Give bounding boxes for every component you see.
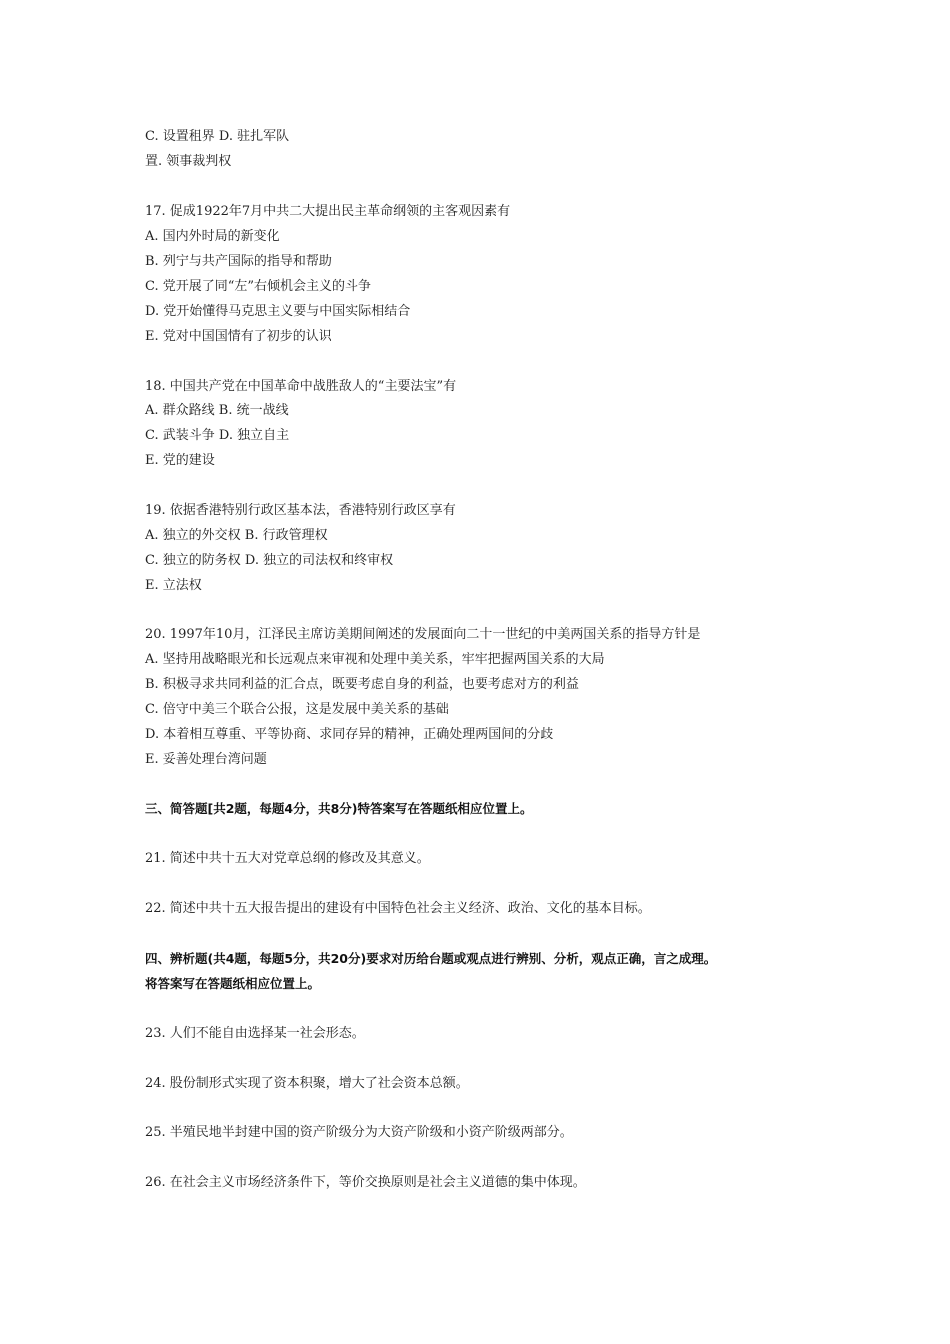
q25-stem: 25. 半殖民地半封建中国的资产阶级分为大资产阶级和小资产阶级两部分。 <box>145 1125 573 1140</box>
q17-option-e: E. 党对中国国情有了初步的认识 <box>145 329 332 344</box>
q24-stem: 24. 股份制形式实现了资本积聚，增大了社会资本总额。 <box>145 1076 469 1091</box>
q23-stem: 23. 人们不能自由选择某一社会形态。 <box>145 1026 365 1041</box>
section-4-heading-cont: 将答案写在答题纸相应位置上。 <box>145 976 321 991</box>
q22-stem: 22. 简述中共十五大报告提出的建设有中国特色社会主义经济、政治、文化的基本目标。 <box>145 901 651 916</box>
q19-option-ab: A. 独立的外交权 B. 行政管理权 <box>145 528 328 543</box>
q21-stem: 21. 简述中共十五大对党章总纲的修改及其意义。 <box>145 851 430 866</box>
q18-stem: 18. 中国共产党在中国革命中战胜敌人的“主要法宝”有 <box>145 379 457 394</box>
q26-stem: 26. 在社会主义市场经济条件下，等价交换原则是社会主义道德的集中体现。 <box>145 1175 586 1190</box>
q18-option-ab: A. 群众路线 B. 统一战线 <box>145 403 289 418</box>
section-3-heading: 三、简答题[共2题，每题4分，共8分)特答案写在答题纸相应位置上。 <box>145 801 533 816</box>
q16-option-e: 置. 领事裁判权 <box>145 154 232 169</box>
q19-option-cd: C. 独立的防务权 D. 独立的司法权和终审权 <box>145 553 394 568</box>
q17-option-d: D. 党开始懂得马克思主义要与中国实际相结合 <box>145 304 411 319</box>
q20-option-e: E. 妥善处理台湾问题 <box>145 752 267 767</box>
q20-option-d: D. 本着相互尊重、平等协商、求同存异的精神，正确处理两国间的分歧 <box>145 727 554 742</box>
q17-stem: 17. 促成1922年7月中共二大提出民主革命纲领的主客观因素有 <box>145 204 511 219</box>
q20-stem: 20. 1997年10月，江泽民主席访美期间阐述的发展面向二十一世纪的中美两国关系的指导方针是 <box>145 627 701 642</box>
q20-option-b: B. 积极寻求共同利益的汇合点，既要考虑自身的利益，也要考虑对方的利益 <box>145 677 579 692</box>
q20-option-a: A. 坚持用战略眼光和长远观点来审视和处理中美关系，牢牢把握两国关系的大局 <box>145 652 605 667</box>
q18-option-e: E. 党的建设 <box>145 453 215 468</box>
q17-option-c: C. 党开展了同“左”右倾机会主义的斗争 <box>145 279 372 294</box>
q20-option-c: C. 倍守中美三个联合公报，这是发展中美关系的基础 <box>145 702 449 717</box>
q16-option-cd: C. 设置租界 D. 驻扎军队 <box>145 129 290 144</box>
q17-option-a: A. 国内外时局的新变化 <box>145 229 280 244</box>
q19-stem: 19. 依据香港特别行政区基本法，香港特别行政区享有 <box>145 503 456 518</box>
section-4-heading: 四、辨析题(共4题，每题5分，共20分)要求对历给台题或观点进行辨别、分析，观点正确，言之成理。 <box>145 951 717 966</box>
q19-option-e: E. 立法权 <box>145 578 202 593</box>
q18-option-cd: C. 武装斗争 D. 独立自主 <box>145 428 290 443</box>
q17-option-b: B. 列宁与共产国际的指导和帮助 <box>145 254 332 269</box>
